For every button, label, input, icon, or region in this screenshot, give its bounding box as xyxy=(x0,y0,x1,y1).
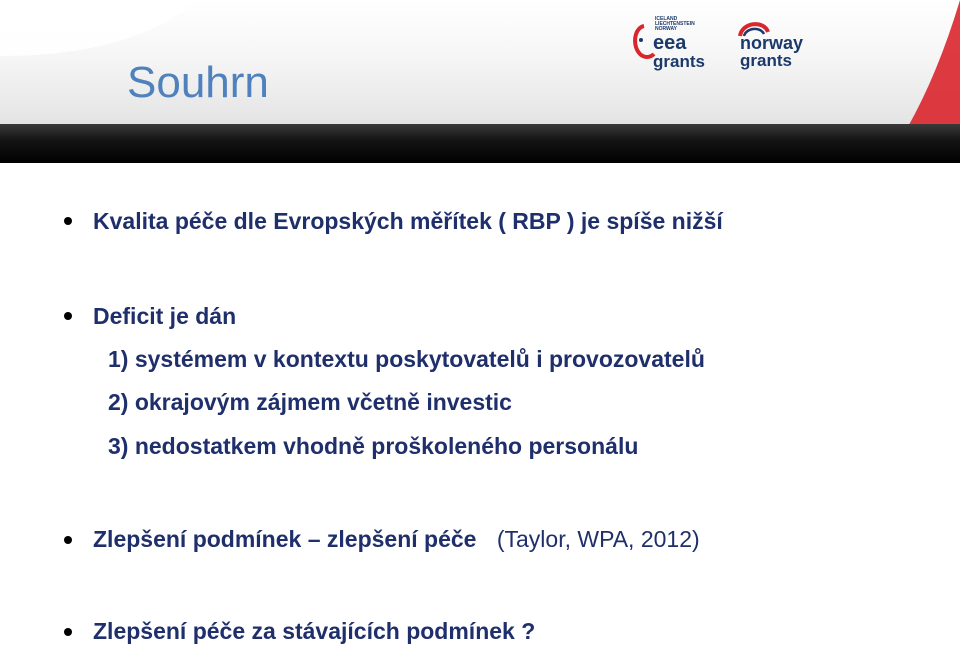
bullet-icon xyxy=(64,217,72,225)
bullet-deficit: Deficit je dán xyxy=(93,303,237,329)
eea-logo-word: eea xyxy=(653,32,687,54)
eea-logo-countries: ICELAND LIECHTENSTEIN NORWAY xyxy=(655,16,695,32)
improvement-citation: (Taylor, WPA, 2012) xyxy=(496,526,700,552)
bullet-icon xyxy=(64,628,72,636)
deficit-item-3: 3) nedostatkem vhodně proškoleného personálu xyxy=(108,433,639,459)
bullet-quality: Kvalita péče dle Evropských měřítek ( RBP ) je spíše nižší xyxy=(93,208,723,234)
deficit-item-1: 1) systémem v kontextu poskytovatelů i provozovatelů xyxy=(108,346,705,372)
header-dark-band xyxy=(0,124,960,163)
eea-logo-grants: grants xyxy=(653,52,705,71)
deficit-item-2: 2) okrajovým zájmem včetně investic xyxy=(108,389,512,415)
slide-title: Souhrn xyxy=(127,58,269,107)
bullet-icon xyxy=(64,312,72,320)
norway-logo-grants: grants xyxy=(740,51,792,70)
bullet-improvement xyxy=(93,526,700,553)
improvement-statement: Zlepšení podmínek – zlepšení péče xyxy=(93,526,477,552)
norway-logo-word: norway xyxy=(740,33,804,53)
bullet-icon xyxy=(64,536,72,544)
bullet-question: Zlepšení péče za stávajících podmínek ? xyxy=(93,618,536,644)
